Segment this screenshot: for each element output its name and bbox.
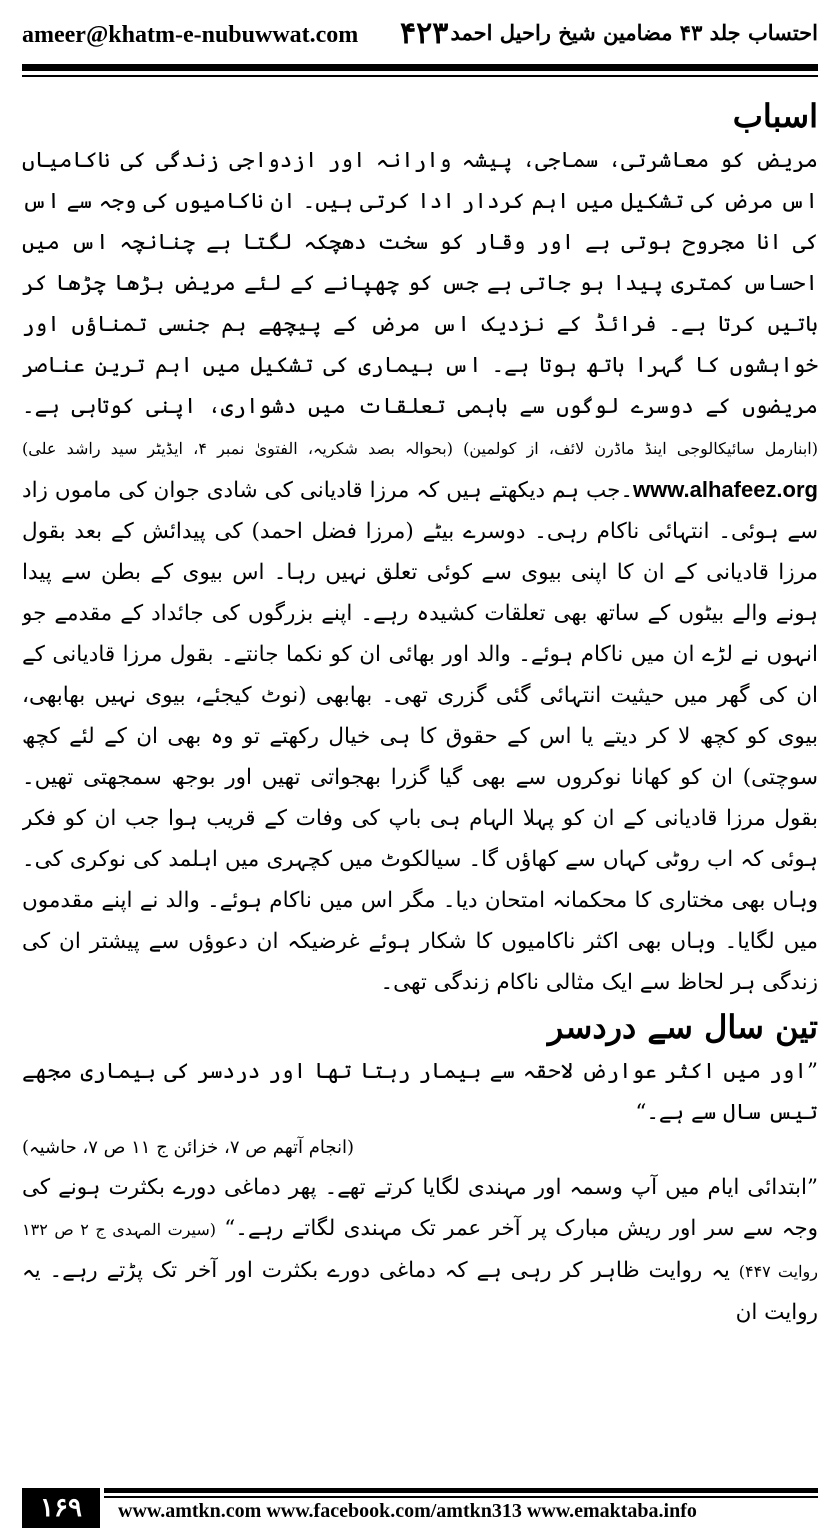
page-body (22, 92, 818, 1430)
body-paragraph (22, 140, 818, 1003)
citation: (سیرت المہدی ج ۲ ص ۱۳۲ روایت ۴۴۷) (22, 1220, 818, 1281)
paragraph-text: مریض کو معاشرتی، سماجی، پیشہ وارانہ اور ازدواجی زندگی کی ناکامیاں اس مرض کی تشکیل میں اہم کردار ادا کرتی ہیں۔ ان ناکامیوں کی وجہ سے اس کی انا مجروح ہوتی ہے اور وقار کو سخت دھچکہ لگتا ہے چنانچہ اس میں احساس کمتری پیدا ہو جاتی ہے جس کو چھپانے کے لئے مریض بڑھا چڑھا کر باتیں کرتا ہے۔ فرائڈ کے نزدیک اس مرض کے پیچھے ہم جنسی تمناؤں اور خواہشوں کا گہرا ہاتھ ہوتا ہے۔ اس بیماری کی تشکیل میں اہم ترین عناصر مریضوں کے دوسرے لوگوں سے باہمی تعلقات میں دشواری، اپنی کوتاہی ہے۔ (22, 148, 818, 419)
header-title: احتساب جلد ۴۳ مضامین شیخ راحیل احمد (450, 20, 818, 45)
quote-paragraph (22, 1167, 818, 1333)
header-email[interactable]: ameer@khatm-e-nubuwwat.com (22, 22, 359, 48)
page-header (22, 14, 818, 62)
footer-page-number: ۱۶۹ (22, 1488, 100, 1528)
footer-rule-thin (104, 1496, 818, 1498)
header-rule-thin (22, 75, 818, 77)
header-rule-thick (22, 64, 818, 71)
header-page-number: ۴۲۳ (400, 16, 449, 51)
website-link[interactable]: www.alhafeez.org (632, 477, 818, 502)
page-footer (22, 1488, 818, 1528)
paragraph-text: یہ روایت ظاہر کر رہی ہے کہ دماغی دورے بکثرت اور آخر تک پڑتے رہے۔ یہ روایت ان (22, 1258, 818, 1325)
quote-text: ”ابتدائی ایام میں آپ وسمہ اور مہندی لگایا کرتے تھے۔ پھر دماغی دورے بکثرت ہونے کی وجہ سے سر اور ریش مبارک پر آخر عمر تک مہندی لگاتے رہے۔“ (22, 1175, 818, 1241)
section-heading-causes: اسباب (732, 97, 818, 135)
section-heading-headache: تین سال سے دردسر (547, 1008, 818, 1046)
citation: (انجام آتھم ص ۷، خزائن ج ۱۱ ص ۷، حاشیہ) (22, 1137, 355, 1158)
footer-links[interactable]: www.amtkn.com www.facebook.com/amtkn313 www.emaktaba.info (118, 1500, 697, 1522)
quote-paragraph: ”اور میں اکثر عوارض لاحقہ سے بیمار رہتا تھا اور دردسر کی بیماری مجھے تیس سال سے ہے۔“ (22, 1059, 818, 1125)
reference-note: (ابنارمل سائیکالوجی اینڈ ماڈرن لائف، از کولمین) (بحوالہ بصد شکریہ، الفتویٰ نمبر ۴، ایڈیٹر سید راشد علی) (22, 439, 818, 458)
paragraph-text-continued: ۔جب ہم دیکھتے ہیں کہ مرزا قادیانی کی شادی جوان کی ماموں زاد سے ہوئی۔ انتہائی ناکام رہی۔ دوسرے بیٹے (مرزا فضل احمد) کی پیدائش کے بعد بقول مرزا قادیانی کے ان کا اپنی بیوی سے کوئی تعلق نہیں رہا۔ اس بیوی کے بطن سے پیدا ہونے والے بیٹوں کے ساتھ بھی تعلقات کشیدہ رہے۔ اپنے بزرگوں کی جائداد کے مقدمے جو انہوں نے لڑے ان میں ناکام ہوئے۔ والد اور بھائی ان کو نکما جانتے۔ بقول مرزا قادیانی کے ان کی گھر میں حیثیت انتہائی گئی گزری تھی۔ بھابھی (نوٹ کیجئے، بیوی نہیں بھابھی، بیوی کو کچھ لا کر دیتے یا اس کے حقوق کا ہی خیال رکھتے تو وہ بھی ان کے لئے کچھ سوچتی) ان کو کھانا نوکروں سے بھی گیا گزرا بھجواتی تھیں اور بوجھ سمجھتی تھیں۔ بقول مرزا قادیانی کے ان کو پہلا الہام ہی باپ کی وفات کے قریب ہوا جب ان کو فکر ہوئی کہ اب روٹی کہاں سے کھاؤں گا۔ سیالکوٹ میں کچہری میں اہلمد کی نوکری کی۔ وہاں بھی مختاری کا محکمانہ امتحان دیا۔ مگر اس میں ناکام ہوئے۔ والد نے اپنے مقدموں میں لگایا۔ وہاں بھی اکثر ناکامیوں کا شکار ہوئے غرضیکہ ان دعوؤں سے پیشتر ان کی زندگی ہر لحاظ سے ایک مثالی ناکام زندگی تھی۔ (22, 478, 818, 995)
footer-rule-thick (104, 1488, 818, 1493)
